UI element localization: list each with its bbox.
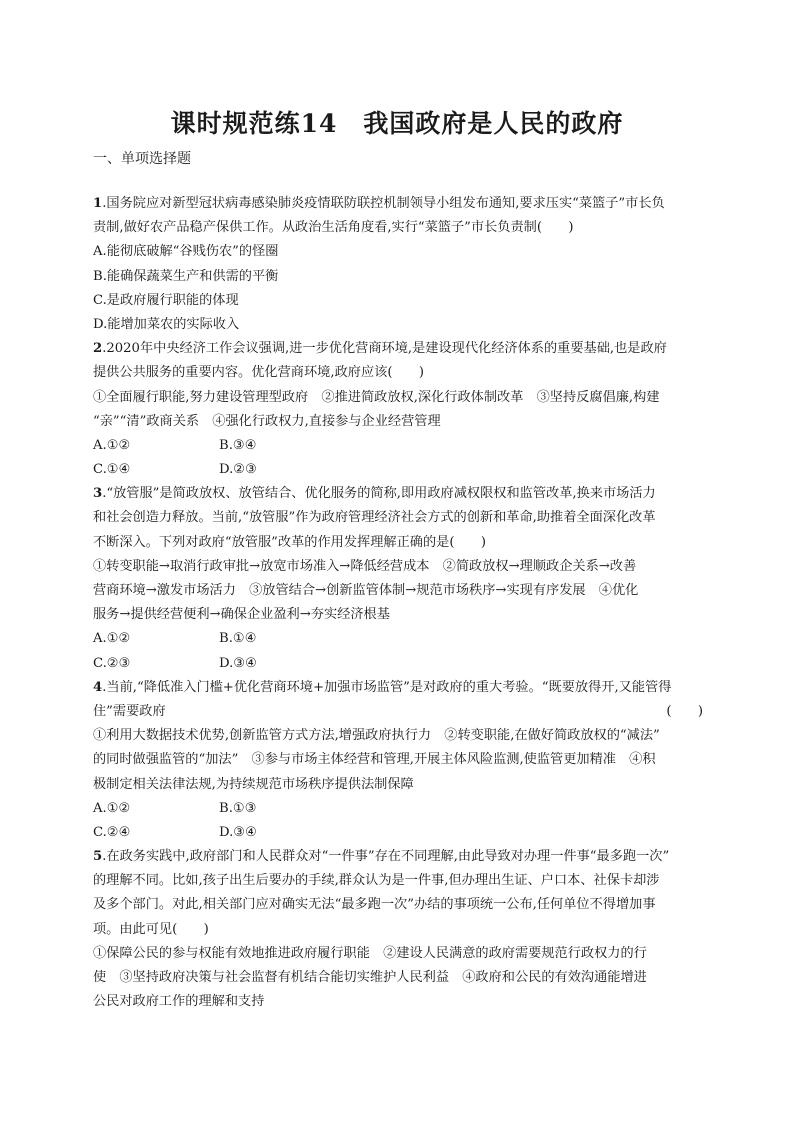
option-a: A.能彻底破解“谷贱伤农”的怪圈 xyxy=(93,244,279,260)
statement-line: 营商环境→激发市场活力 ③放管结合→创新监管体制→规范市场秩序→实现有序发展 ④优化 xyxy=(93,583,639,598)
statement-line: ①转变职能→取消行政审批→放宽市场准入→降低经营成本 ②简政放权→理顺政企关系→改善 xyxy=(93,558,637,574)
question-number: 4 xyxy=(93,679,103,695)
question-stem-line: 3.“放管服”是简政放权、放管结合、优化服务的简称,即用政府减权限权和监管改革,换来市场活力 xyxy=(93,486,656,502)
option-d: D.②③ xyxy=(219,462,257,478)
option-a: A.①② xyxy=(93,800,131,816)
option-row xyxy=(93,627,703,651)
question-1 xyxy=(93,192,703,337)
option-b: B.③④ xyxy=(219,437,257,453)
statement-line: ①保障公民的参与权能有效地推进政府履行职能 ②建设人民满意的政府需要规范行政权力的行 xyxy=(93,945,647,961)
option-c: C.①④ xyxy=(93,462,131,478)
answer-paren: ( ) xyxy=(666,703,703,719)
question-stem-line: 1.国务院应对新型冠状病毒感染肺炎疫情联防联控机制领导小组发布通知,要求压实“菜篮子”市长负 xyxy=(93,196,665,211)
option-b: B.能确保蔬菜生产和供需的平衡 xyxy=(93,268,279,284)
question-4 xyxy=(93,676,703,845)
question-number: 3 xyxy=(93,486,103,502)
option-row xyxy=(93,434,703,458)
option-d: D.能增加菜农的实际收入 xyxy=(93,316,240,332)
question-number: 5 xyxy=(93,849,103,865)
statement-line: ①全面履行职能,努力建设管理型政府 ②推进简政放权,深化行政体制改革 ③坚持反腐倡廉,构建 xyxy=(93,389,660,405)
question-stem-line: 的理解不同。比如,孩子出生后要办的手续,群众认为是一件事,但办理出生证、户口本、社保卡却涉 xyxy=(93,873,660,889)
question-number: 2 xyxy=(93,341,103,357)
question-stem-line: 4.当前,“降低准入门槛+优化营商环境+加强市场监管”是对政府的重大考验。“既要放得开,又能管得 xyxy=(93,679,672,695)
option-d: D.③④ xyxy=(219,655,257,671)
option-c: C.②④ xyxy=(93,824,131,840)
option-row xyxy=(93,458,703,482)
question-2 xyxy=(93,337,703,482)
question-stem-line: 5.在政务实践中,政府部门和人民群众对“一件事”存在不同理解,由此导致对办理一件事“最多跑一次” xyxy=(93,849,670,865)
question-stem-line: 项。由此可见( ) xyxy=(93,921,209,937)
page-title: 课时规范练14 我国政府是人民的政府 xyxy=(170,109,624,138)
statement-line: 服务→提供经营便利→确保企业盈利→夯实经济根基 xyxy=(93,607,390,623)
option-c: C.是政府履行职能的体现 xyxy=(93,292,239,308)
option-row xyxy=(93,821,703,845)
option-a: A.①② xyxy=(93,437,131,453)
statement-line: “亲”“清”政商关系 ④强化行政权力,直接参与企业经营管理 xyxy=(93,413,441,429)
question-stem-line: 责制,做好农产品稳产保供工作。从政治生活角度看,实行“菜篮子”市长负责制( ) xyxy=(93,220,574,236)
question-list xyxy=(93,192,703,1014)
question-stem-line: 不断深入。下列对政府“放管服”改革的作用发挥理解正确的是( ) xyxy=(93,534,487,550)
question-5 xyxy=(93,845,703,1014)
option-a: A.①② xyxy=(93,631,131,647)
question-stem-line: 和社会创造力释放。当前,“放管服”作为政府管理经济社会方式的创新和革命,助推着全面深化改革 xyxy=(93,510,656,526)
question-3 xyxy=(93,482,703,676)
option-b: B.①③ xyxy=(219,800,257,816)
question-stem-line: 提供公共服务的重要内容。优化营商环境,政府应该( ) xyxy=(93,365,424,381)
statement-line: 极制定相关法律法规,为持续规范市场秩序提供法制保障 xyxy=(93,776,414,792)
option-row xyxy=(93,797,703,821)
option-b: B.①④ xyxy=(219,631,257,647)
question-stem-line: 2.2020年中央经济工作会议强调,进一步优化营商环境,是建设现代化经济体系的重要基础,也是政府 xyxy=(93,341,667,357)
section-heading: 一、单项选择题 xyxy=(93,151,191,167)
statement-line: 使 ③坚持政府决策与社会监督有机结合能切实维护人民利益 ④政府和公民的有效沟通能增进 xyxy=(93,970,647,985)
statement-line: ①利用大数据技术优势,创新监管方式方法,增强政府执行力 ②转变职能,在做好简政放权的“减法” xyxy=(93,728,660,744)
question-stem-line: 及多个部门。对此,相关部门应对确实无法“最多跑一次”办结的事项统一公布,任何单位不得增加事 xyxy=(93,897,656,913)
option-d: D.③④ xyxy=(219,824,257,840)
question-stem-line: 住”需要政府 ( ) xyxy=(93,700,703,724)
question-number: 1 xyxy=(93,196,103,211)
option-c: C.②③ xyxy=(93,655,131,671)
statement-line: 的同时做强监管的“加法” ③参与市场主体经营和管理,开展主体风险监测,使监管更加精准 ④积 xyxy=(93,752,656,768)
option-row xyxy=(93,652,703,676)
statement-line: 公民对政府工作的理解和支持 xyxy=(93,994,265,1010)
